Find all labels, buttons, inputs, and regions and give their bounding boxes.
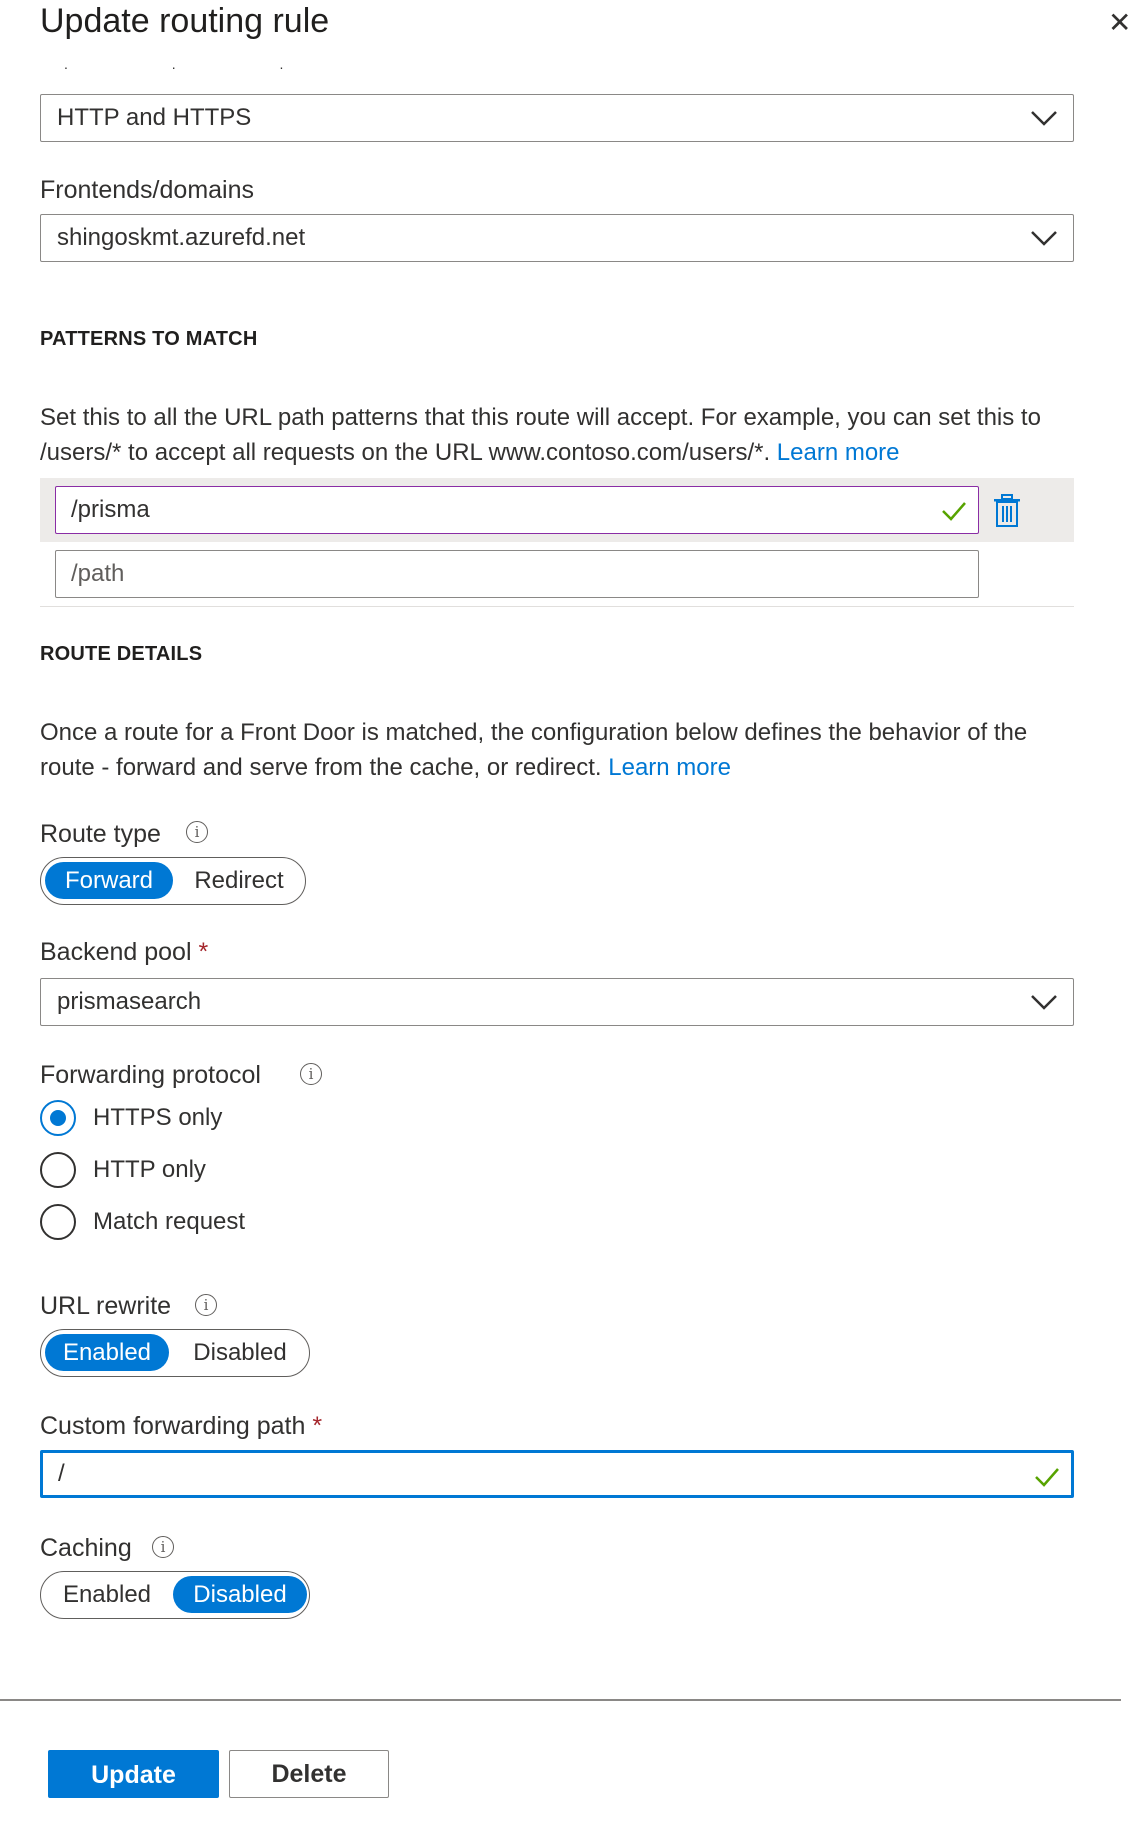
backend-pool-dropdown[interactable] — [40, 978, 1074, 1026]
protocol-label-partial: . . . — [64, 56, 334, 72]
pattern-input-2-field[interactable] — [71, 551, 855, 597]
patterns-learn-more-link[interactable]: Learn more — [776, 439, 900, 466]
radio-http-only[interactable] — [40, 1152, 76, 1188]
radio-https-only-label[interactable]: HTTPS only — [93, 1104, 223, 1131]
backend-pool-required-mark: * — [198, 938, 209, 966]
caching-disabled-option[interactable]: Disabled — [173, 1576, 307, 1613]
frontends-value: shingoskmt.azurefd.net — [57, 224, 306, 251]
custom-forwarding-path-input[interactable] — [40, 1450, 1074, 1498]
route-type-label: Route type — [40, 820, 161, 848]
footer-divider — [0, 1699, 1121, 1701]
patterns-divider — [40, 606, 1074, 607]
custom-forwarding-path-required-mark: * — [312, 1412, 323, 1440]
chevron-down-icon — [1029, 107, 1059, 129]
info-icon[interactable]: i — [186, 821, 208, 843]
trash-icon[interactable] — [992, 494, 1022, 528]
pattern-input-2[interactable] — [55, 550, 979, 598]
frontends-label: Frontends/domains — [40, 176, 255, 204]
caching-toggle[interactable] — [40, 1571, 310, 1619]
radio-match-request[interactable] — [40, 1204, 76, 1240]
radio-https-only[interactable] — [40, 1100, 76, 1136]
backend-pool-label — [40, 938, 208, 967]
backend-pool-label-text: Backend pool — [40, 938, 192, 966]
checkmark-icon — [1033, 1465, 1061, 1489]
patterns-description-text: Set this to all the URL path patterns that this route will accept. For example, you can set this to /users/* to accept all requests on the URL www.contoso.com/users/*. — [40, 404, 1041, 466]
url-rewrite-label: URL rewrite — [40, 1292, 172, 1320]
route-details-learn-more-link[interactable]: Learn more — [608, 754, 731, 781]
backend-pool-value: prismasearch — [57, 988, 202, 1015]
radio-http-only-label[interactable]: HTTP only — [93, 1156, 206, 1183]
accepted-protocol-dropdown[interactable] — [40, 94, 1074, 142]
route-type-redirect-option[interactable]: Redirect — [194, 867, 284, 894]
checkmark-icon — [940, 499, 968, 523]
chevron-down-icon — [1029, 991, 1059, 1013]
radio-match-request-label[interactable]: Match request — [93, 1208, 246, 1235]
accepted-protocol-value: HTTP and HTTPS — [57, 104, 252, 131]
route-details-description-text: Once a route for a Front Door is matched, the configuration below defines the behavior of the route - forward and serve from the cache, or redirect. — [40, 719, 1028, 781]
info-icon[interactable]: i — [195, 1294, 217, 1316]
route-details-description — [40, 715, 1080, 785]
update-button[interactable]: Update — [48, 1750, 219, 1798]
route-type-toggle[interactable] — [40, 857, 306, 905]
caching-label: Caching — [40, 1534, 132, 1562]
custom-forwarding-path-label-text: Custom forwarding path — [40, 1412, 306, 1440]
info-icon[interactable]: i — [300, 1063, 322, 1085]
caching-enabled-option[interactable]: Enabled — [62, 1581, 152, 1608]
patterns-description — [40, 400, 1080, 470]
frontends-dropdown[interactable] — [40, 214, 1074, 262]
panel-title: Update routing rule — [40, 2, 330, 40]
info-icon[interactable]: i — [152, 1536, 174, 1558]
custom-forwarding-path-field[interactable] — [58, 1453, 932, 1495]
url-rewrite-enabled-option[interactable]: Enabled — [45, 1334, 169, 1371]
url-rewrite-disabled-option[interactable]: Disabled — [193, 1339, 287, 1366]
pattern-input-1-field[interactable] — [71, 487, 855, 533]
patterns-heading: PATTERNS TO MATCH — [40, 328, 258, 350]
close-icon[interactable]: ✕ — [1108, 7, 1131, 38]
pattern-input-1[interactable] — [55, 486, 979, 534]
forwarding-protocol-label: Forwarding protocol — [40, 1061, 261, 1089]
chevron-down-icon — [1029, 227, 1059, 249]
delete-button[interactable]: Delete — [229, 1750, 389, 1798]
custom-forwarding-path-label — [40, 1412, 322, 1441]
url-rewrite-toggle[interactable] — [40, 1329, 310, 1377]
route-details-heading: ROUTE DETAILS — [40, 643, 203, 665]
route-type-forward-option[interactable]: Forward — [45, 862, 173, 899]
